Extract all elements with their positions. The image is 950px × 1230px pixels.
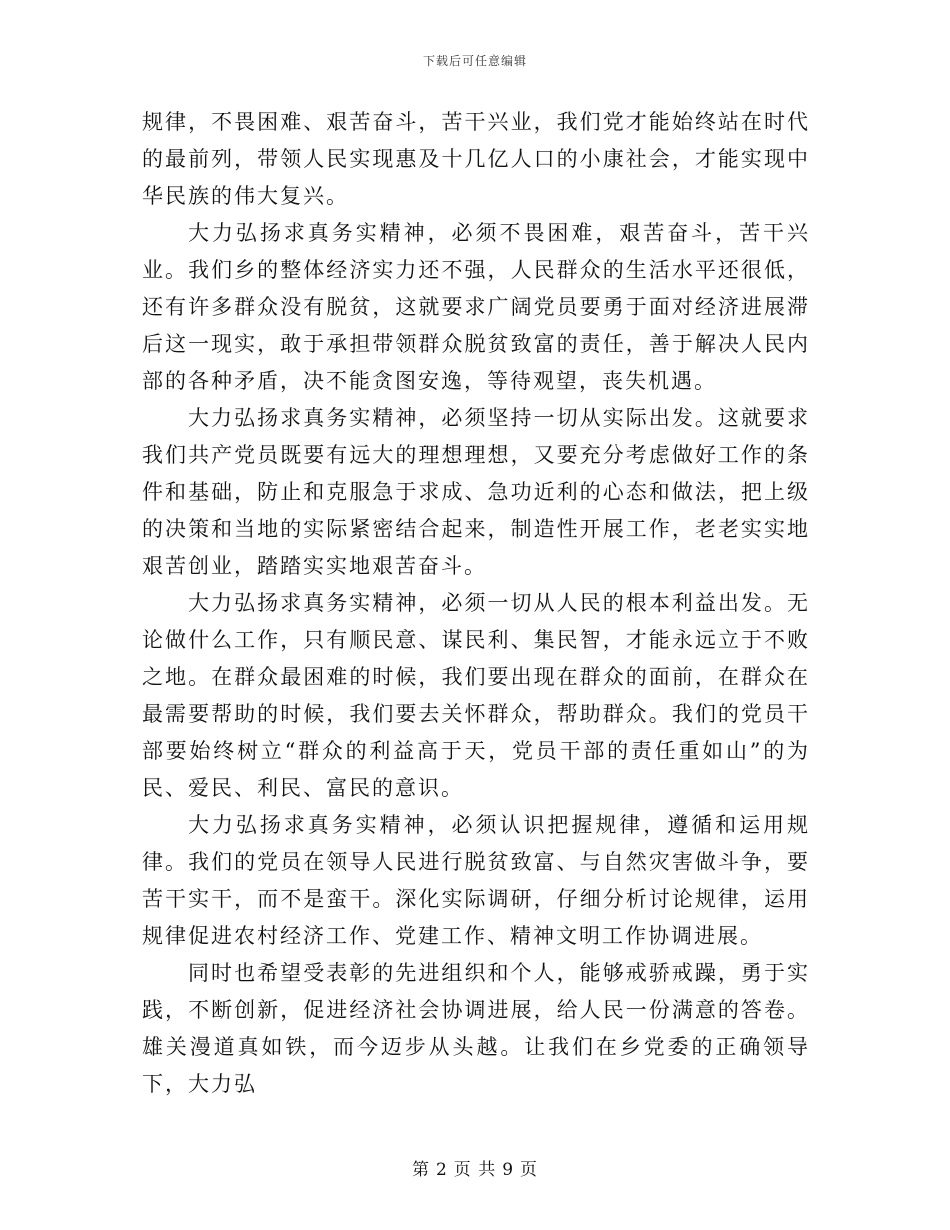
paragraph: 大力弘扬求真务实精神，必须认识把握规律，遵循和运用规律。我们的党员在领导人民进行脱贫致富、与自然灾害做斗争，要苦干实干，而不是蛮干。深化实际调研，仔细分析讨论规律，运用规律促进农村经济工作、党建工作、精神文明工作协调进展。 [142,813,810,948]
page-number-footer [0,1155,950,1180]
paragraph-continuation: 规律，不畏困难、艰苦奋斗，苦干兴业，我们党才能始终站在时代的最前列，带领人民实现惠及十几亿人口的小康社会，才能实现中华民族的伟大复兴。 [142,110,810,208]
current-page-number: 2 [435,1160,448,1180]
footer-middle: 页 共 [453,1160,497,1180]
footer-suffix: 页 [520,1160,539,1180]
paragraph: 大力弘扬求真务实精神，必须坚持一切从实际出发。这就要求我们共产党员既要有远大的理想理想，又要充分考虑做好工作的条件和基础，防止和克服急于求成、急功近利的心态和做法，把上级的决策和当地的实际紧密结合起来，制造性开展工作，老老实实地艰苦创业，踏踏实实地艰苦奋斗。 [142,406,810,578]
page-header: 下载后可任意编辑 [422,54,527,68]
total-page-count: 9 [502,1160,515,1180]
paragraph: 大力弘扬求真务实精神，必须一切从人民的根本利益出发。无论做什么工作，只有顺民意、谋民利、集民智，才能永远立于不败之地。在群众最困难的时候，我们要出现在群众的面前，在群众在最需要帮助的时候，我们要去关怀群众，帮助群众。我们的党员干部要始终树立“群众的利益高于天，党员干部的责任重如山”的为民、爱民、利民、富民的意识。 [142,591,810,800]
paragraph: 大力弘扬求真务实精神，必须不畏困难，艰苦奋斗，苦干兴业。我们乡的整体经济实力还不强，人民群众的生活水平还很低，还有许多群众没有脱贫，这就要求广阔党员要勇于面对经济进展滞后这一现实，敢于承担带领群众脱贫致富的责任，善于解决人民内部的各种矛盾，决不能贪图安逸，等待观望，丧失机遇。 [142,221,810,393]
footer-prefix: 第 [411,1160,430,1180]
document-body [142,104,810,1103]
paragraph: 同时也希望受表彰的先进组织和个人，能够戒骄戒躁，勇于实践，不断创新，促进经济社会协调进展，给人民一份满意的答卷。雄关漫道真如铁，而今迈步从头越。让我们在乡党委的正确领导下，大力弘 [142,961,810,1096]
